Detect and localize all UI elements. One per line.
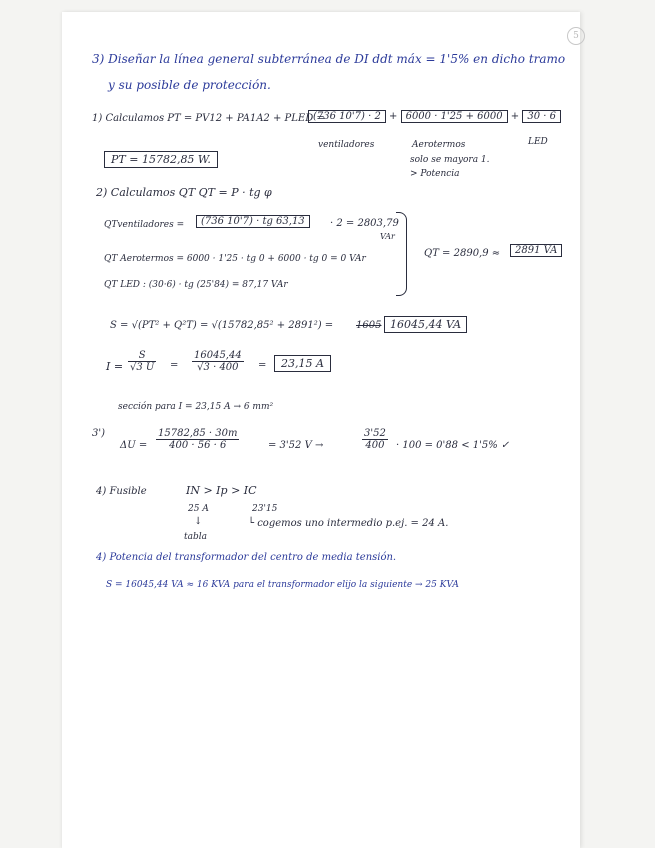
qt-total-box: 2891 VA: [510, 244, 562, 257]
s-result: 16045,44 VA: [384, 316, 467, 333]
q-ventiladores-lhs: QTventiladores =: [104, 220, 185, 230]
du-fraction: $\frac{15782,85 \cdot 30m}{400 \cdot 56 \cdot 6}$: [158, 428, 238, 451]
step-1-plus-2: +: [510, 111, 520, 122]
section-4-title: 4) Fusible: [96, 486, 147, 497]
step-1-box-ventiladores: (736 10'7) · 2: [308, 110, 386, 123]
notebook-page: [62, 12, 580, 848]
fuse-25a: 25 A: [188, 504, 209, 514]
i-result: 23,15 A: [274, 355, 331, 372]
step-1-box-aerotermos: 6000 · 1'25 + 6000: [401, 110, 508, 123]
du-percent-fraction: $\frac{3'52}{400}$: [364, 428, 386, 451]
qt-total: QT = 2890,9 ≈: [424, 248, 501, 259]
i-fraction-1: $\frac{S}{√3 U}$: [130, 350, 155, 373]
transformer-selection: S = 16045,44 VA ≈ 16 KVA para el transformador elijo la siguiente → 25 KVA: [106, 580, 459, 590]
step-1-terms: [308, 110, 561, 123]
q-ventiladores-box: (736 10'7) · tg 63,13: [196, 215, 310, 228]
label-aerotermos: Aerotermos: [412, 140, 466, 150]
du-rhs: = 3'52 V →: [268, 440, 324, 451]
fuse-tabla: tabla: [184, 532, 207, 542]
step-1-box-led: 30 · 6: [522, 110, 561, 123]
q-aerotermos: QT Aerotermos = 6000 · 1'25 · tg 0 + 6000 · tg 0 = 0 VAr: [104, 254, 366, 264]
i-eq-2: =: [258, 360, 267, 371]
section-5-title: 4) Potencia del transformador del centro de media tensión.: [96, 552, 397, 563]
seccion-line: sección para I = 23,15 A → 6 mm²: [118, 402, 274, 412]
section-3-title-line-2: y su posible de protección.: [108, 78, 271, 92]
fuse-inequality: IN > Ip > IC: [186, 484, 257, 497]
s-formula: S = √(PT² + Q²T) = √(15782,85² + 2891²) =: [110, 320, 334, 331]
du-result: · 100 = 0'88 < 1'5% ✓: [396, 440, 510, 451]
page-number: 5: [567, 27, 585, 45]
i-fraction-2: $\frac{16045,44}{√3 \cdot 400}$: [194, 350, 242, 373]
s-strike: 1605: [356, 320, 382, 331]
step-1-calc: 1) Calculamos PT = PV12 + PA1A2 + PLED =: [92, 113, 325, 124]
section-3-title-line-1: 3) Diseñar la línea general subterránea de DI ddt máx = 1'5% en dicho tramo: [92, 52, 566, 66]
i-lhs: I =: [106, 360, 124, 373]
label-ventiladores: ventiladores: [318, 140, 375, 150]
q-ventiladores-rhs: · 2 = 2803,79: [330, 218, 399, 229]
fuse-2315: 23'15: [252, 504, 278, 514]
label-led: LED: [528, 137, 548, 147]
fuse-note: └ cogemos uno intermedio p.ej. = 24 A.: [248, 518, 449, 529]
note-potencia: > Potencia: [410, 169, 460, 179]
step-1-plus-1: +: [389, 111, 398, 122]
fuse-arrow: ↓: [194, 516, 203, 527]
result-pt: PT = 15782,85 W.: [104, 151, 218, 168]
step-2-title: 2) Calculamos QT QT = P · tg φ: [96, 186, 272, 199]
du-lhs: ΔU =: [120, 440, 148, 451]
note-mayora: solo se mayora 1.: [410, 155, 490, 165]
section-3b-label: 3'): [92, 428, 106, 439]
curly-brace: [396, 212, 407, 296]
q-ventiladores-unit: VAr: [380, 232, 395, 241]
q-led: QT LED : (30·6) · tg (25'84) = 87,17 VAr: [104, 280, 288, 290]
i-eq: =: [170, 360, 179, 371]
